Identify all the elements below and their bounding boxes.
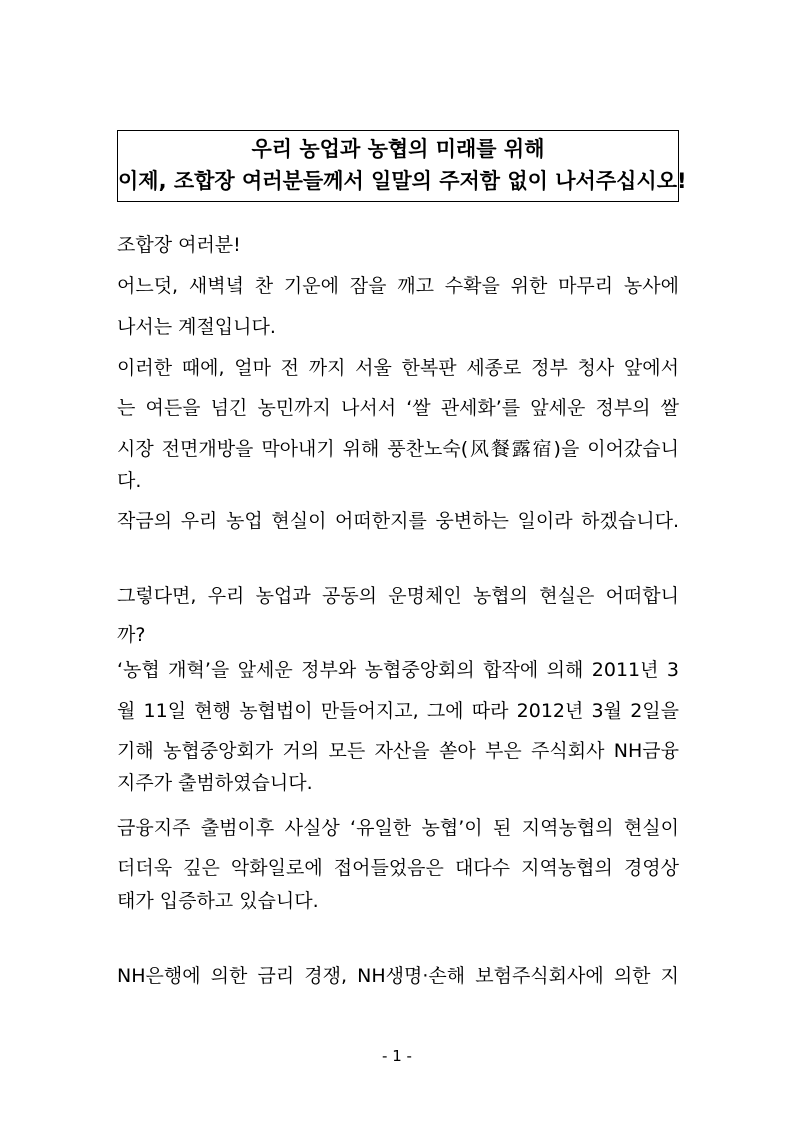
body-line-10: 까? bbox=[117, 624, 146, 646]
body-line-3: 나서는 계절입니다. bbox=[117, 316, 276, 338]
body-line-14: 지주가 출범하였습니다. bbox=[117, 772, 313, 794]
body-line-6: 시장 전면개방을 막아내기 위해 풍찬노숙(风餐露宿)을 이어갔습니 bbox=[117, 438, 679, 460]
title-line-2: 이제, 조합장 여러분들께서 일말의 주저함 없이 나서주십시오! bbox=[118, 169, 687, 193]
body-line-1: 조합장 여러분! bbox=[117, 234, 241, 256]
body-line-9: 그렇다면, 우리 농업과 공동의 운명체인 농협의 현실은 어떠합니 bbox=[117, 585, 679, 607]
body-line-18: NH은행에 의한 금리 경쟁, NH생명·손해 보험주식회사에 의한 지 bbox=[117, 965, 679, 987]
body-line-11: ‘농협 개혁’을 앞세운 정부와 농협중앙회의 합작에 의해 2011년 3 bbox=[117, 659, 679, 681]
body-line-4: 이러한 때에, 얼마 전 까지 서울 한복판 세종로 정부 청사 앞에서 bbox=[117, 357, 679, 379]
body-line-8: 작금의 우리 농업 현실이 어떠한지를 웅변하는 일이라 하겠습니다. bbox=[117, 510, 679, 532]
title-line-1: 우리 농업과 농협의 미래를 위해 bbox=[251, 137, 545, 161]
body-line-7: 다. bbox=[117, 470, 142, 492]
body-line-17: 태가 입증하고 있습니다. bbox=[117, 890, 319, 912]
body-line-5: 는 여든을 넘긴 농민까지 나서서 ‘쌀 관세화’를 앞세운 정부의 쌀 bbox=[117, 397, 679, 419]
body-line-13: 기해 농협중앙회가 거의 모든 자산을 쏟아 부은 주식회사 NH금융 bbox=[117, 740, 679, 762]
body-line-16: 더더욱 깊은 악화일로에 접어들었음은 대다수 지역농협의 경영상 bbox=[117, 857, 679, 879]
body-line-2: 어느덧, 새벽녘 찬 기운에 잠을 깨고 수확을 위한 마무리 농사에 bbox=[117, 275, 679, 297]
page-number: - 1 - bbox=[382, 1047, 412, 1065]
body-line-15: 금융지주 출범이후 사실상 ‘유일한 농협’이 된 지역농협의 현실이 bbox=[117, 817, 679, 839]
body-line-12: 월 11일 현행 농협법이 만들어지고, 그에 따라 2012년 3월 2일을 bbox=[117, 700, 679, 722]
title-box bbox=[117, 130, 687, 202]
